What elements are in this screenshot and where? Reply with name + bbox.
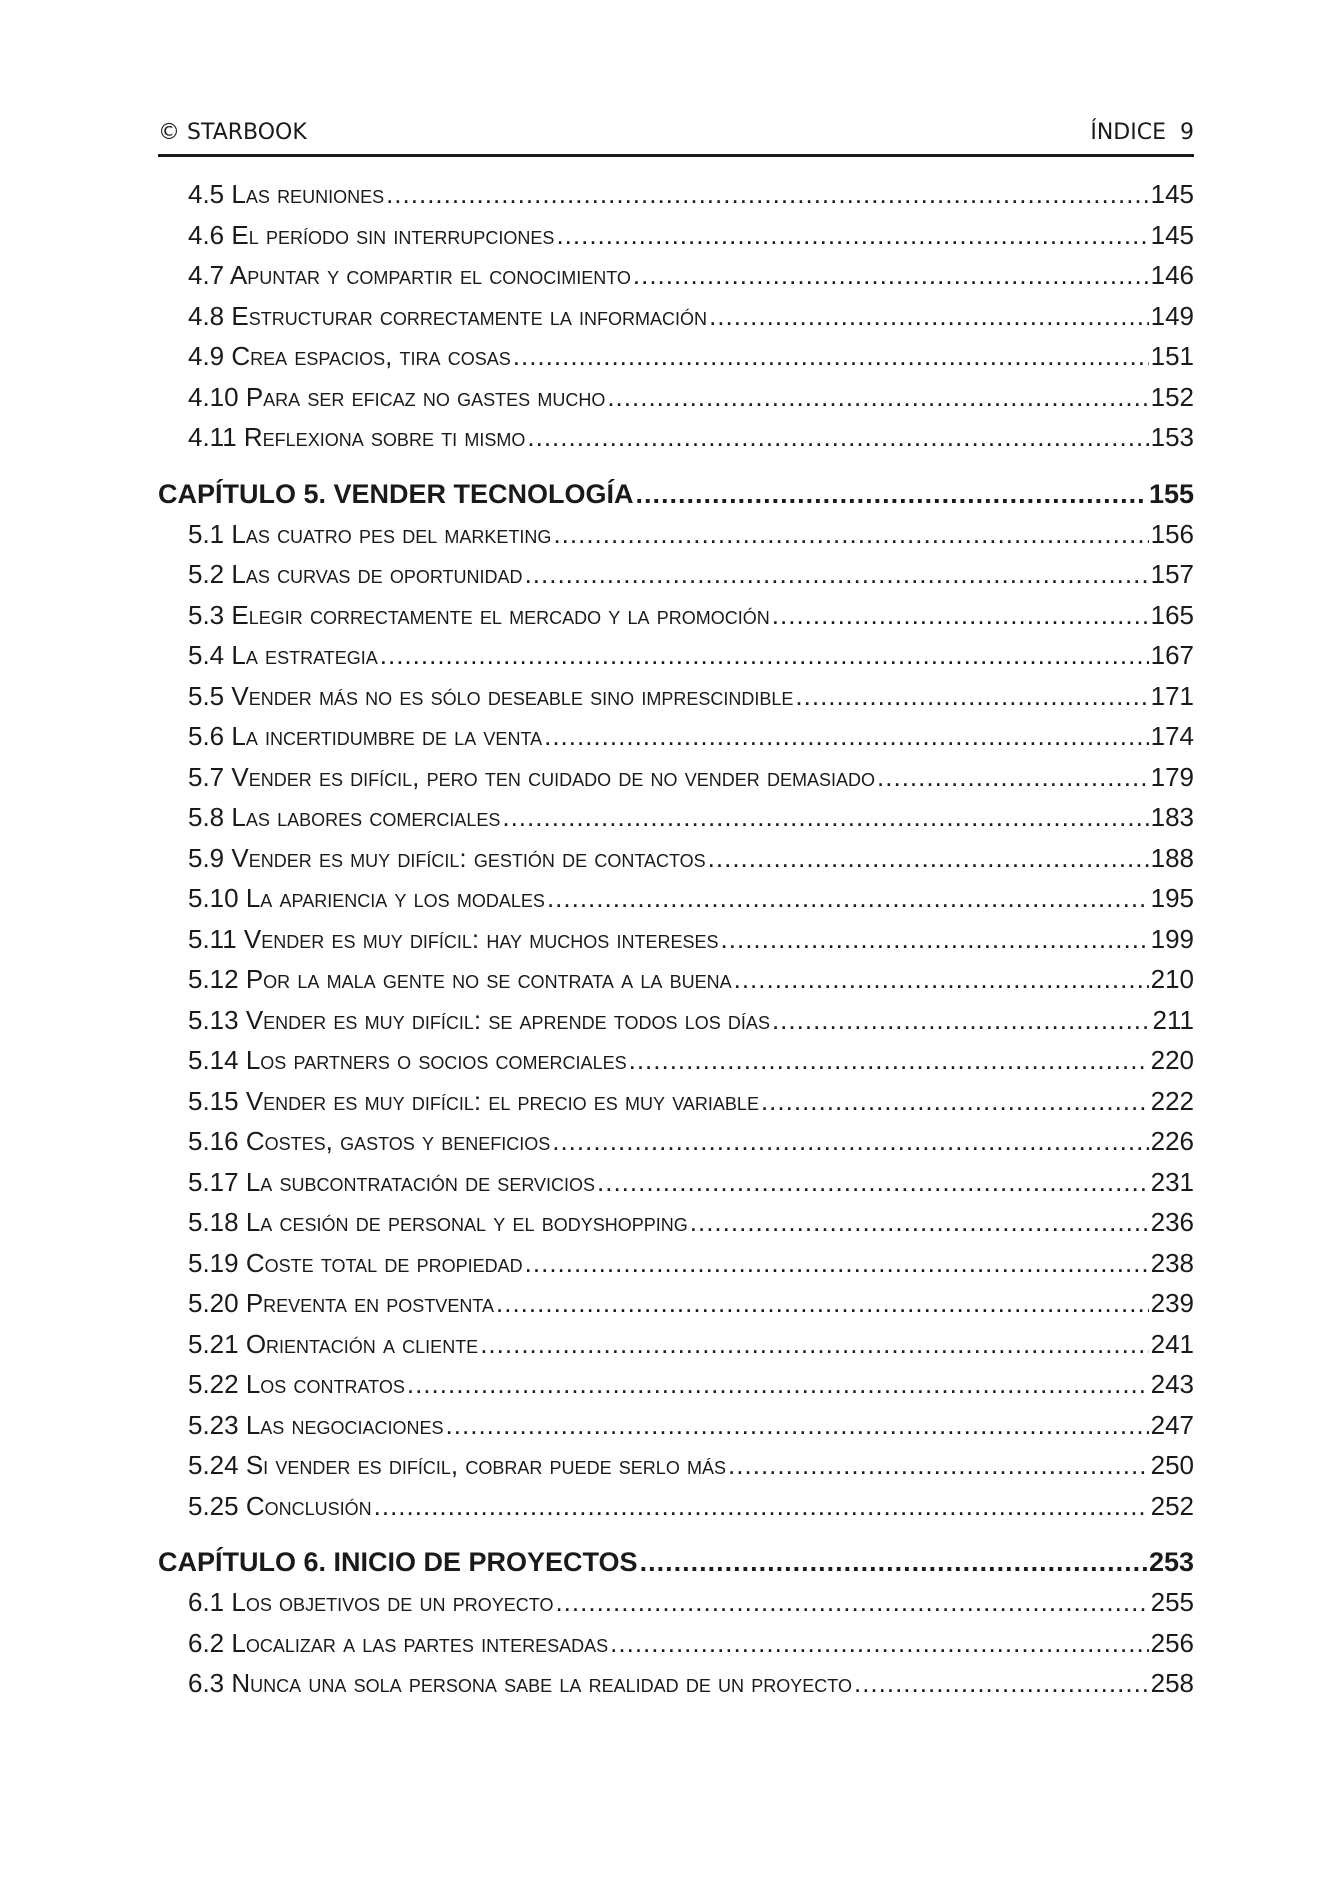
toc-entry[interactable] — [158, 878, 1194, 919]
toc-entry[interactable] — [158, 296, 1194, 337]
dot-leader — [709, 296, 1149, 337]
entry-page: 195 — [1150, 883, 1194, 913]
entry-page: 146 — [1150, 260, 1194, 290]
toc-entry[interactable] — [158, 417, 1194, 458]
toc-section-5 — [158, 514, 1194, 1527]
dot-leader — [795, 676, 1148, 717]
toc-entry[interactable] — [158, 716, 1194, 757]
dot-leader — [555, 1582, 1148, 1623]
entry-title: 4.10 Para ser eficaz no gastes mucho — [188, 381, 606, 412]
entry-title: 5.18 La cesión de personal y el bodyshopping — [188, 1207, 688, 1237]
toc-entry[interactable] — [158, 838, 1194, 879]
dot-leader — [607, 377, 1148, 418]
entry-title: 5.4 La estrategia — [188, 640, 378, 670]
dot-leader — [708, 838, 1149, 879]
entry-page: 167 — [1150, 640, 1194, 670]
toc-entry[interactable] — [158, 1081, 1194, 1122]
chapter-page: 253 — [1148, 1547, 1194, 1577]
entry-title: 5.1 Las cuatro pes del marketing — [188, 518, 552, 549]
entry-title: 5.25 Conclusión — [188, 1490, 372, 1521]
dot-leader — [728, 1445, 1149, 1486]
toc-entry[interactable] — [158, 1364, 1194, 1405]
section-title: ÍNDICE — [1090, 120, 1166, 145]
entry-title: 5.10 La apariencia y los modales — [188, 883, 545, 913]
entry-page: 152 — [1150, 381, 1194, 412]
toc-entry[interactable] — [158, 797, 1194, 838]
entry-page: 149 — [1150, 300, 1194, 331]
dot-leader — [877, 757, 1149, 798]
entry-title: 5.17 La subcontratación de servicios — [188, 1166, 596, 1197]
dot-leader — [386, 174, 1149, 215]
entry-page: 165 — [1150, 599, 1194, 630]
toc-entry[interactable] — [158, 1040, 1194, 1081]
dot-leader — [496, 1283, 1149, 1324]
dot-leader — [480, 1324, 1148, 1365]
dot-leader — [556, 215, 1148, 256]
dot-leader — [380, 635, 1149, 676]
entry-title: 5.8 Las labores comerciales — [188, 802, 501, 832]
entry-title: 5.12 Por la mala gente no se contrata a la buena — [188, 964, 732, 994]
dot-leader — [553, 514, 1148, 555]
entry-page: 241 — [1150, 1328, 1194, 1359]
entry-page: 210 — [1150, 964, 1194, 994]
dot-leader — [525, 554, 1149, 595]
entry-title: 4.7 Apuntar y compartir el conocimiento — [188, 260, 631, 290]
entry-title: 4.11 Reflexiona sobre ti mismo — [188, 422, 526, 452]
chapter-title: CAPÍTULO 6. INICIO DE PROYECTOS — [158, 1547, 638, 1577]
toc-section-6 — [158, 1582, 1194, 1704]
toc-section-4-tail — [158, 174, 1194, 458]
entry-title: 5.13 Vender es muy difícil: se aprende todos los días — [188, 1004, 770, 1035]
toc-chapter-5[interactable] — [158, 474, 1194, 514]
toc-entry[interactable] — [158, 1121, 1194, 1162]
entry-page: 174 — [1150, 721, 1194, 751]
entry-title: 5.20 Preventa en postventa — [188, 1288, 494, 1318]
entry-title: 6.3 Nunca una sola persona sabe la realidad de un proyecto — [188, 1668, 852, 1698]
dot-leader — [597, 1162, 1149, 1203]
entry-title: 5.24 Si vender es difícil, cobrar puede serlo más — [188, 1450, 727, 1480]
chapter-title: CAPÍTULO 5. VENDER TECNOLOGÍA — [158, 478, 634, 509]
toc-entry[interactable] — [158, 336, 1194, 377]
page-number: 9 — [1180, 120, 1194, 145]
entry-title: 5.23 Las negociaciones — [188, 1409, 444, 1440]
dot-leader — [544, 716, 1149, 757]
dot-leader — [734, 959, 1149, 1000]
entry-page: 258 — [1150, 1668, 1194, 1698]
toc-entry[interactable] — [158, 1582, 1194, 1623]
entry-page: 145 — [1150, 179, 1194, 209]
toc-entry[interactable] — [158, 1663, 1194, 1704]
dot-leader — [446, 1405, 1149, 1446]
entry-page: 157 — [1150, 559, 1194, 589]
toc-entry[interactable] — [158, 1202, 1194, 1243]
entry-page: 220 — [1150, 1045, 1194, 1075]
entry-page: 256 — [1150, 1627, 1194, 1658]
toc-entry[interactable] — [158, 1445, 1194, 1486]
entry-page: 226 — [1150, 1126, 1194, 1156]
entry-title: 4.5 Las reuniones — [188, 179, 385, 209]
entry-page: 238 — [1150, 1247, 1194, 1278]
toc-entry[interactable] — [158, 1000, 1194, 1041]
entry-page: 171 — [1150, 680, 1194, 711]
entry-title: 5.6 La incertidumbre de la venta — [188, 721, 543, 751]
dot-leader — [407, 1364, 1149, 1405]
dot-leader — [636, 474, 1147, 514]
dot-leader — [552, 1121, 1148, 1162]
running-header — [158, 116, 1194, 157]
publisher-label: © STARBOOK — [158, 120, 307, 145]
table-of-contents — [158, 174, 1194, 1704]
dot-leader — [772, 1000, 1151, 1041]
entry-page: 236 — [1150, 1207, 1194, 1237]
entry-page: 231 — [1150, 1166, 1194, 1197]
toc-entry[interactable] — [158, 1162, 1194, 1203]
dot-leader — [629, 1040, 1149, 1081]
entry-page: 250 — [1150, 1450, 1194, 1480]
entry-page: 145 — [1150, 219, 1194, 250]
entry-title: 5.21 Orientación a cliente — [188, 1328, 479, 1359]
toc-entry[interactable] — [158, 676, 1194, 717]
toc-entry[interactable] — [158, 1623, 1194, 1664]
dot-leader — [374, 1486, 1149, 1527]
entry-page: 243 — [1150, 1369, 1194, 1399]
dot-leader — [640, 1542, 1147, 1582]
toc-entry[interactable] — [158, 635, 1194, 676]
section-and-page — [1090, 120, 1194, 145]
entry-title: 5.2 Las curvas de oportunidad — [188, 559, 523, 589]
entry-title: 5.14 Los partners o socios comerciales — [188, 1045, 627, 1075]
toc-entry[interactable] — [158, 215, 1194, 256]
toc-entry[interactable] — [158, 1283, 1194, 1324]
toc-entry[interactable] — [158, 255, 1194, 296]
entry-page: 252 — [1150, 1490, 1194, 1521]
toc-chapter-6[interactable] — [158, 1542, 1194, 1582]
dot-leader — [527, 417, 1148, 458]
entry-title: 5.15 Vender es muy difícil: el precio es muy variable — [188, 1085, 759, 1116]
toc-entry[interactable] — [158, 919, 1194, 960]
entry-page: 156 — [1150, 518, 1194, 549]
entry-page: 247 — [1150, 1409, 1194, 1440]
toc-entry[interactable] — [158, 1405, 1194, 1446]
toc-entry[interactable] — [158, 377, 1194, 418]
toc-entry[interactable] — [158, 554, 1194, 595]
entry-title: 5.7 Vender es difícil, pero ten cuidado de no vender demasiado — [188, 761, 876, 792]
entry-page: 151 — [1150, 341, 1194, 371]
entry-title: 6.1 Los objetivos de un proyecto — [188, 1587, 554, 1617]
entry-page: 211 — [1152, 1004, 1194, 1035]
dot-leader — [547, 878, 1149, 919]
dot-leader — [610, 1623, 1148, 1664]
dot-leader — [690, 1202, 1149, 1243]
entry-title: 6.2 Localizar a las partes interesadas — [188, 1627, 609, 1658]
entry-page: 183 — [1150, 802, 1194, 832]
entry-page: 179 — [1150, 761, 1194, 792]
toc-entry[interactable] — [158, 1486, 1194, 1527]
entry-title: 5.16 Costes, gastos y beneficios — [188, 1126, 551, 1156]
entry-page: 222 — [1150, 1085, 1194, 1116]
dot-leader — [772, 595, 1149, 636]
toc-entry[interactable] — [158, 514, 1194, 555]
entry-title: 5.19 Coste total de propiedad — [188, 1247, 523, 1278]
dot-leader — [633, 255, 1149, 296]
entry-title: 5.22 Los contratos — [188, 1369, 405, 1399]
entry-title: 5.11 Vender es muy difícil: hay muchos intereses — [188, 923, 719, 954]
dot-leader — [502, 797, 1148, 838]
entry-title: 5.5 Vender más no es sólo deseable sino imprescindible — [188, 680, 794, 711]
toc-entry[interactable] — [158, 757, 1194, 798]
dot-leader — [525, 1243, 1149, 1284]
toc-entry[interactable] — [158, 595, 1194, 636]
dot-leader — [721, 919, 1149, 960]
chapter-page: 155 — [1148, 478, 1194, 509]
toc-entry[interactable] — [158, 959, 1194, 1000]
entry-title: 4.6 El período sin interrupciones — [188, 219, 555, 250]
entry-page: 199 — [1150, 923, 1194, 954]
entry-page: 239 — [1150, 1288, 1194, 1318]
entry-title: 4.8 Estructurar correctamente la información — [188, 300, 708, 331]
toc-entry[interactable] — [158, 174, 1194, 215]
entry-title: 5.9 Vender es muy difícil: gestión de contactos — [188, 842, 706, 873]
toc-entry[interactable] — [158, 1324, 1194, 1365]
entry-page: 153 — [1150, 422, 1194, 452]
entry-page: 188 — [1150, 842, 1194, 873]
entry-page: 255 — [1150, 1587, 1194, 1617]
entry-title: 5.3 Elegir correctamente el mercado y la promoción — [188, 599, 770, 630]
dot-leader — [513, 336, 1149, 377]
toc-entry[interactable] — [158, 1243, 1194, 1284]
dot-leader — [854, 1663, 1149, 1704]
entry-title: 4.9 Crea espacios, tira cosas — [188, 341, 511, 371]
dot-leader — [761, 1081, 1149, 1122]
